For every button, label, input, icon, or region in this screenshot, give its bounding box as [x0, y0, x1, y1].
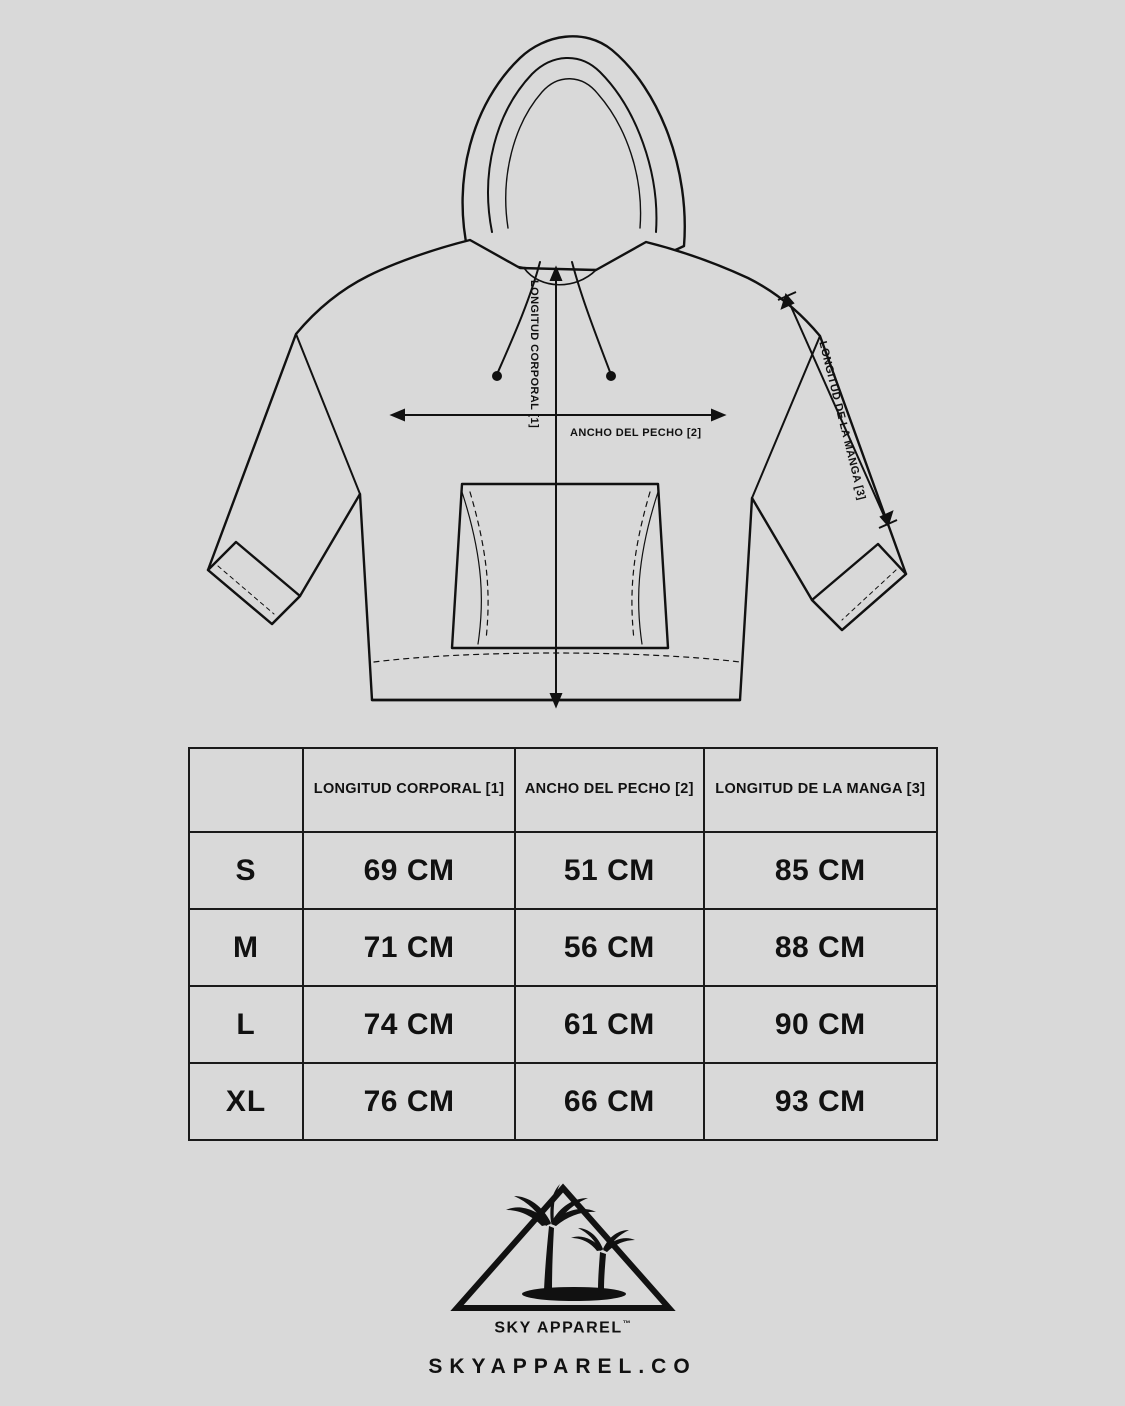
cell-xl-chest: 66 CM: [515, 1063, 703, 1140]
palm-tree-triangle-icon: [448, 1180, 678, 1320]
table-row: [189, 909, 937, 986]
cell-s-chest: 51 CM: [515, 832, 703, 909]
column-header-body-length: LONGITUD CORPORAL [1]: [303, 748, 515, 832]
label-chest-width: ANCHO DEL PECHO [2]: [570, 427, 702, 439]
size-label-s: S: [189, 832, 303, 909]
cell-l-sleeve: 90 CM: [704, 986, 938, 1063]
label-body-length: LONGITUD CORPORAL [1]: [528, 280, 540, 429]
column-header-chest-width: ANCHO DEL PECHO [2]: [515, 748, 703, 832]
label-sleeve-length: LONGITUD DE LA MANGA [3]: [816, 340, 868, 502]
website-url: SKYAPPAREL.CO: [428, 1355, 697, 1378]
cell-xl-sleeve: 93 CM: [704, 1063, 938, 1140]
cell-m-sleeve: 88 CM: [704, 909, 938, 986]
cell-xl-body: 76 CM: [303, 1063, 515, 1140]
brand-name: [0, 1319, 1125, 1337]
cell-s-body: 69 CM: [303, 832, 515, 909]
cell-l-chest: 61 CM: [515, 986, 703, 1063]
column-header-sleeve-length: LONGITUD DE LA MANGA [3]: [704, 748, 938, 832]
size-chart-table: [188, 747, 938, 1141]
cell-s-sleeve: 85 CM: [704, 832, 938, 909]
brand-logo: [0, 1180, 1125, 1337]
cell-m-body: 71 CM: [303, 909, 515, 986]
table-row: [189, 832, 937, 909]
table-corner-cell: [189, 748, 303, 832]
trademark-symbol: ™: [622, 1319, 631, 1328]
brand-name-text: SKY APPAREL: [494, 1319, 623, 1337]
table-row: [189, 986, 937, 1063]
size-label-xl: XL: [189, 1063, 303, 1140]
table-header: [189, 748, 937, 832]
table-row: [189, 1063, 937, 1140]
cell-l-body: 74 CM: [303, 986, 515, 1063]
cell-m-chest: 56 CM: [515, 909, 703, 986]
size-label-l: L: [189, 986, 303, 1063]
size-label-m: M: [189, 909, 303, 986]
table-header-row: [189, 748, 937, 832]
table-body: [189, 832, 937, 1140]
